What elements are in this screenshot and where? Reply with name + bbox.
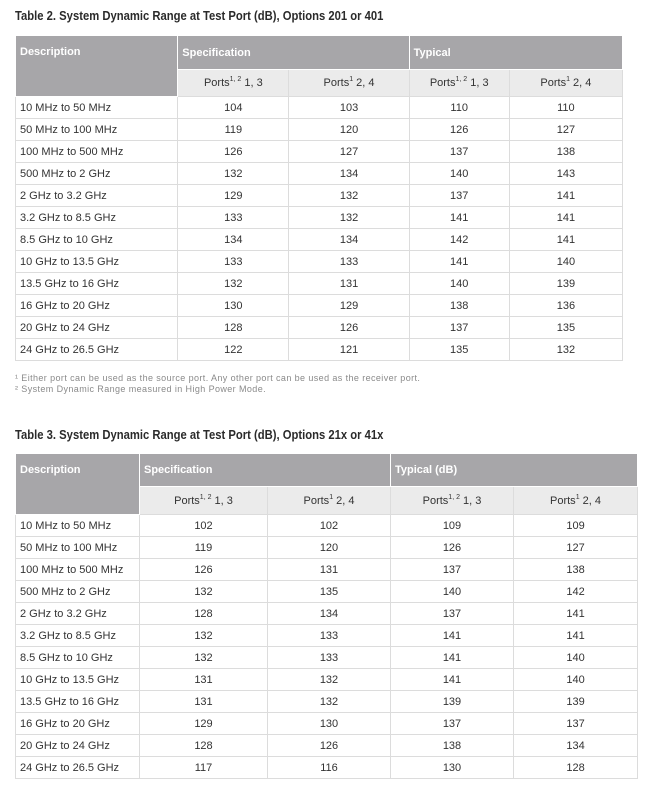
- row-value-cell: 131: [140, 669, 268, 691]
- table-row: [16, 691, 638, 713]
- row-value-cell: 130: [268, 713, 391, 735]
- table-row: [16, 603, 638, 625]
- row-value-cell: 120: [289, 119, 409, 141]
- row-value-cell: 128: [140, 735, 268, 757]
- row-description-cell: 50 MHz to 100 MHz: [16, 119, 178, 141]
- row-value-cell: 132: [140, 581, 268, 603]
- table-row: [16, 317, 623, 339]
- row-value-cell: 132: [178, 273, 289, 295]
- table2-header-description: Description: [16, 36, 178, 97]
- row-value-cell: 132: [268, 669, 391, 691]
- table2-footnote-2: ² System Dynamic Range measured in High Power Mode.: [15, 384, 266, 394]
- row-description-cell: 20 GHz to 24 GHz: [16, 317, 178, 339]
- row-value-cell: 132: [178, 163, 289, 185]
- row-value-cell: 127: [289, 141, 409, 163]
- row-value-cell: 133: [178, 251, 289, 273]
- row-value-cell: 103: [289, 97, 409, 119]
- table-row: [16, 625, 638, 647]
- row-description-cell: 10 GHz to 13.5 GHz: [16, 251, 178, 273]
- row-value-cell: 128: [178, 317, 289, 339]
- row-description-cell: 2 GHz to 3.2 GHz: [16, 603, 140, 625]
- row-value-cell: 130: [178, 295, 289, 317]
- row-value-cell: 141: [514, 603, 638, 625]
- table-row: [16, 229, 623, 251]
- row-description-cell: 50 MHz to 100 MHz: [16, 537, 140, 559]
- table-row: [16, 163, 623, 185]
- row-value-cell: 104: [178, 97, 289, 119]
- row-value-cell: 140: [514, 669, 638, 691]
- row-value-cell: 110: [409, 97, 509, 119]
- table-row: [16, 185, 623, 207]
- row-description-cell: 500 MHz to 2 GHz: [16, 581, 140, 603]
- row-description-cell: 10 MHz to 50 MHz: [16, 97, 178, 119]
- row-value-cell: 132: [289, 185, 409, 207]
- table3-header-row: [16, 454, 638, 487]
- row-value-cell: 126: [409, 119, 509, 141]
- row-value-cell: 138: [514, 559, 638, 581]
- table-row: [16, 207, 623, 229]
- row-value-cell: 134: [178, 229, 289, 251]
- row-value-cell: 119: [140, 537, 268, 559]
- row-value-cell: 131: [140, 691, 268, 713]
- row-value-cell: 126: [268, 735, 391, 757]
- row-value-cell: 143: [509, 163, 622, 185]
- row-value-cell: 140: [509, 251, 622, 273]
- table3-sub-spec-ports13: Ports$^{1, 2}$ 1, 3: [140, 487, 268, 515]
- row-value-cell: 137: [514, 713, 638, 735]
- row-value-cell: 133: [178, 207, 289, 229]
- row-value-cell: 138: [509, 141, 622, 163]
- row-value-cell: 109: [514, 515, 638, 537]
- row-value-cell: 127: [509, 119, 622, 141]
- row-description-cell: 16 GHz to 20 GHz: [16, 713, 140, 735]
- row-value-cell: 132: [509, 339, 622, 361]
- row-value-cell: 141: [391, 647, 514, 669]
- row-value-cell: 141: [391, 669, 514, 691]
- row-value-cell: 139: [391, 691, 514, 713]
- table3-header-description: Description: [16, 454, 140, 515]
- row-value-cell: 102: [140, 515, 268, 537]
- row-description-cell: 3.2 GHz to 8.5 GHz: [16, 625, 140, 647]
- table-row: [16, 713, 638, 735]
- row-description-cell: 24 GHz to 26.5 GHz: [16, 339, 178, 361]
- row-description-cell: 100 MHz to 500 MHz: [16, 141, 178, 163]
- row-value-cell: 139: [509, 273, 622, 295]
- table-row: [16, 647, 638, 669]
- table3-title: Table 3. System Dynamic Range at Test Port (dB), Options 21x or 41x: [15, 428, 384, 442]
- row-value-cell: 134: [268, 603, 391, 625]
- table2-header-row: [16, 36, 623, 70]
- row-value-cell: 141: [509, 185, 622, 207]
- row-description-cell: 8.5 GHz to 10 GHz: [16, 229, 178, 251]
- row-value-cell: 110: [509, 97, 622, 119]
- table3-header-typical: Typical (dB): [391, 454, 638, 487]
- row-value-cell: 142: [409, 229, 509, 251]
- table-row: [16, 581, 638, 603]
- row-value-cell: 126: [289, 317, 409, 339]
- table2-sub-spec-ports13: Ports$^{1, 2}$ 1, 3: [178, 70, 289, 97]
- row-value-cell: 132: [268, 691, 391, 713]
- row-value-cell: 138: [409, 295, 509, 317]
- row-description-cell: 13.5 GHz to 16 GHz: [16, 691, 140, 713]
- row-value-cell: 141: [409, 251, 509, 273]
- row-value-cell: 137: [409, 141, 509, 163]
- row-value-cell: 127: [514, 537, 638, 559]
- row-value-cell: 102: [268, 515, 391, 537]
- row-value-cell: 140: [391, 581, 514, 603]
- table-row: [16, 141, 623, 163]
- table2-sub-spec-ports24: Ports$^1$ 2, 4: [289, 70, 409, 97]
- table3: [15, 453, 638, 779]
- row-value-cell: 132: [140, 647, 268, 669]
- row-description-cell: 13.5 GHz to 16 GHz: [16, 273, 178, 295]
- row-value-cell: 131: [289, 273, 409, 295]
- row-value-cell: 140: [409, 273, 509, 295]
- row-value-cell: 132: [140, 625, 268, 647]
- row-value-cell: 129: [178, 185, 289, 207]
- row-value-cell: 134: [289, 163, 409, 185]
- row-value-cell: 120: [268, 537, 391, 559]
- row-description-cell: 500 MHz to 2 GHz: [16, 163, 178, 185]
- row-value-cell: 133: [268, 625, 391, 647]
- row-description-cell: 16 GHz to 20 GHz: [16, 295, 178, 317]
- table3-sub-spec-ports24: Ports$^1$ 2, 4: [268, 487, 391, 515]
- row-value-cell: 133: [289, 251, 409, 273]
- row-value-cell: 137: [391, 603, 514, 625]
- row-value-cell: 133: [268, 647, 391, 669]
- table-row: [16, 119, 623, 141]
- table-row: [16, 251, 623, 273]
- row-value-cell: 137: [391, 559, 514, 581]
- row-value-cell: 140: [514, 647, 638, 669]
- table-row: [16, 515, 638, 537]
- table2-title: Table 2. System Dynamic Range at Test Port (dB), Options 201 or 401: [15, 9, 384, 23]
- row-description-cell: 3.2 GHz to 8.5 GHz: [16, 207, 178, 229]
- row-value-cell: 137: [409, 185, 509, 207]
- table-row: [16, 273, 623, 295]
- row-description-cell: 24 GHz to 26.5 GHz: [16, 757, 140, 779]
- row-value-cell: 109: [391, 515, 514, 537]
- row-value-cell: 141: [409, 207, 509, 229]
- row-value-cell: 126: [140, 559, 268, 581]
- row-value-cell: 117: [140, 757, 268, 779]
- row-value-cell: 138: [391, 735, 514, 757]
- table2: [15, 35, 623, 361]
- row-description-cell: 2 GHz to 3.2 GHz: [16, 185, 178, 207]
- table2-sub-typ-ports24: Ports$^1$ 2, 4: [509, 70, 622, 97]
- row-value-cell: 135: [409, 339, 509, 361]
- row-value-cell: 135: [509, 317, 622, 339]
- table-row: [16, 735, 638, 757]
- row-value-cell: 128: [140, 603, 268, 625]
- row-value-cell: 142: [514, 581, 638, 603]
- row-value-cell: 134: [514, 735, 638, 757]
- row-value-cell: 122: [178, 339, 289, 361]
- table-row: [16, 559, 638, 581]
- table2-header-specification: Specification: [178, 36, 409, 70]
- row-value-cell: 129: [289, 295, 409, 317]
- row-value-cell: 131: [268, 559, 391, 581]
- table-row: [16, 339, 623, 361]
- row-description-cell: 10 MHz to 50 MHz: [16, 515, 140, 537]
- row-value-cell: 141: [391, 625, 514, 647]
- row-value-cell: 129: [140, 713, 268, 735]
- table-row: [16, 757, 638, 779]
- row-value-cell: 141: [514, 625, 638, 647]
- row-value-cell: 135: [268, 581, 391, 603]
- row-value-cell: 141: [509, 229, 622, 251]
- row-value-cell: 134: [289, 229, 409, 251]
- row-description-cell: 100 MHz to 500 MHz: [16, 559, 140, 581]
- row-value-cell: 121: [289, 339, 409, 361]
- table-row: [16, 669, 638, 691]
- row-value-cell: 137: [409, 317, 509, 339]
- table-row: [16, 97, 623, 119]
- row-value-cell: 141: [509, 207, 622, 229]
- row-description-cell: 10 GHz to 13.5 GHz: [16, 669, 140, 691]
- row-value-cell: 140: [409, 163, 509, 185]
- table-row: [16, 295, 623, 317]
- row-value-cell: 136: [509, 295, 622, 317]
- row-value-cell: 130: [391, 757, 514, 779]
- row-value-cell: 126: [391, 537, 514, 559]
- row-value-cell: 116: [268, 757, 391, 779]
- row-value-cell: 139: [514, 691, 638, 713]
- table3-header-specification: Specification: [140, 454, 391, 487]
- table3-sub-typ-ports24: Ports$^1$ 2, 4: [514, 487, 638, 515]
- table3-sub-typ-ports13: Ports$^{1, 2}$ 1, 3: [391, 487, 514, 515]
- table2-header-typical: Typical: [409, 36, 622, 70]
- row-description-cell: 20 GHz to 24 GHz: [16, 735, 140, 757]
- row-value-cell: 132: [289, 207, 409, 229]
- row-value-cell: 128: [514, 757, 638, 779]
- table2-sub-typ-ports13: Ports$^{1, 2}$ 1, 3: [409, 70, 509, 97]
- row-value-cell: 119: [178, 119, 289, 141]
- table2-footnote-1: ¹ Either port can be used as the source port. Any other port can be used as the receiver port.: [15, 373, 421, 383]
- table-row: [16, 537, 638, 559]
- row-value-cell: 126: [178, 141, 289, 163]
- row-description-cell: 8.5 GHz to 10 GHz: [16, 647, 140, 669]
- row-value-cell: 137: [391, 713, 514, 735]
